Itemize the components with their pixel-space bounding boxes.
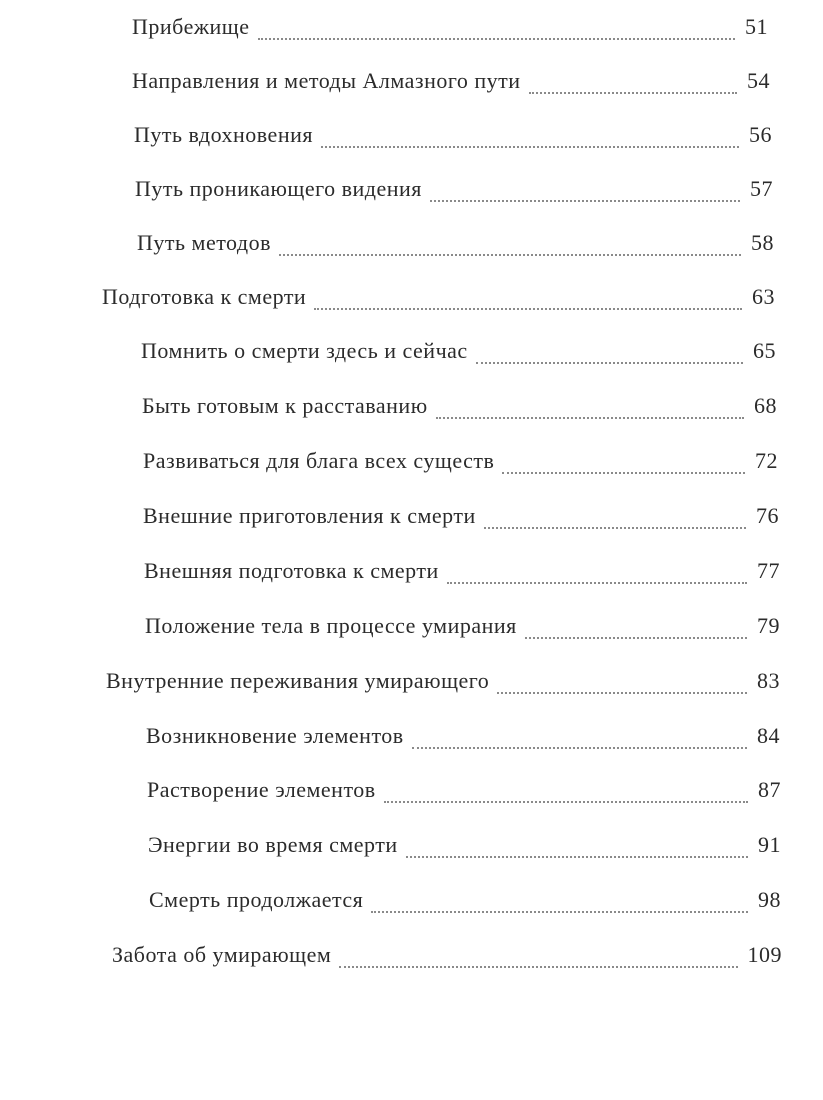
toc-entry-page: 54 [747, 68, 770, 93]
dot-leader [430, 199, 740, 202]
toc-entry[interactable] [135, 176, 773, 210]
toc-entry-page: 84 [757, 723, 780, 748]
dot-leader [476, 361, 743, 364]
toc-entry-page: 51 [745, 14, 768, 39]
toc-entry[interactable] [141, 338, 776, 372]
toc-entry-title: Возникновение элементов [146, 723, 404, 748]
toc-entry-title: Забота об умирающем [112, 942, 332, 967]
dot-leader [436, 416, 744, 419]
toc-entry-page: 72 [755, 448, 778, 473]
dot-leader [339, 965, 737, 968]
toc-entry[interactable] [112, 942, 782, 976]
toc-entry[interactable] [144, 558, 780, 592]
toc-entry-page: 76 [756, 503, 779, 528]
dot-leader [447, 581, 747, 584]
dot-leader [279, 253, 741, 256]
toc-entry-title: Энергии во время смерти [148, 832, 398, 857]
toc-entry-title: Развиваться для блага всех существ [143, 448, 495, 473]
dot-leader [321, 145, 739, 148]
toc-entry[interactable] [134, 122, 772, 156]
toc-entry-title: Прибежище [132, 14, 250, 39]
toc-entry[interactable] [132, 68, 770, 102]
toc-entry-page: 68 [754, 393, 777, 418]
toc-entry-title: Помнить о смерти здесь и сейчас [141, 338, 468, 363]
toc-entry-page: 58 [751, 230, 774, 255]
toc-entry-page: 57 [750, 176, 773, 201]
toc-entry[interactable] [143, 503, 779, 537]
toc-entry[interactable] [147, 777, 781, 811]
toc-entry-title: Растворение элементов [147, 777, 376, 802]
toc-entry[interactable] [148, 832, 781, 866]
toc-entry-title: Путь вдохновения [134, 122, 313, 147]
toc-entry-page: 79 [757, 613, 780, 638]
dot-leader [384, 800, 748, 803]
toc-entry-page: 63 [752, 284, 775, 309]
toc-entry[interactable] [149, 887, 781, 921]
toc-entry[interactable] [146, 723, 780, 757]
toc-entry[interactable] [143, 448, 778, 482]
toc-entry-title: Положение тела в процессе умирания [145, 613, 517, 638]
toc-entry[interactable] [145, 613, 780, 647]
toc-entry-title: Направления и методы Алмазного пути [132, 68, 521, 93]
toc-entry-title: Путь методов [137, 230, 271, 255]
dot-leader [406, 855, 748, 858]
dot-leader [412, 746, 747, 749]
toc-entry-title: Путь проникающего видения [135, 176, 422, 201]
dot-leader [529, 91, 737, 94]
toc-entry[interactable] [102, 284, 775, 318]
toc-entry-page: 98 [758, 887, 781, 912]
toc-entry-page: 65 [753, 338, 776, 363]
toc-entry-title: Быть готовым к расставанию [142, 393, 428, 418]
toc-entry-title: Смерть продолжается [149, 887, 364, 912]
toc-entry-title: Внешние приготовления к смерти [143, 503, 476, 528]
dot-leader [502, 471, 745, 474]
dot-leader [497, 691, 747, 694]
toc-entry-page: 77 [757, 558, 780, 583]
toc-entry[interactable] [132, 14, 768, 48]
toc-entry-title: Внутренние переживания умирающего [106, 668, 490, 693]
toc-entry-page: 91 [758, 832, 781, 857]
dot-leader [314, 307, 742, 310]
toc-entry[interactable] [142, 393, 777, 427]
dot-leader [258, 37, 735, 40]
toc-entry-title: Внешняя подготовка к смерти [144, 558, 439, 583]
toc-entry-page: 83 [757, 668, 780, 693]
dot-leader [371, 910, 748, 913]
toc-entry-page: 109 [747, 942, 782, 967]
toc-entry[interactable] [137, 230, 774, 264]
toc-entry[interactable] [106, 668, 780, 702]
toc-entry-page: 56 [749, 122, 772, 147]
toc-entry-page: 87 [758, 777, 781, 802]
toc-entry-title: Подготовка к смерти [102, 284, 307, 309]
dot-leader [525, 636, 747, 639]
dot-leader [484, 526, 746, 529]
